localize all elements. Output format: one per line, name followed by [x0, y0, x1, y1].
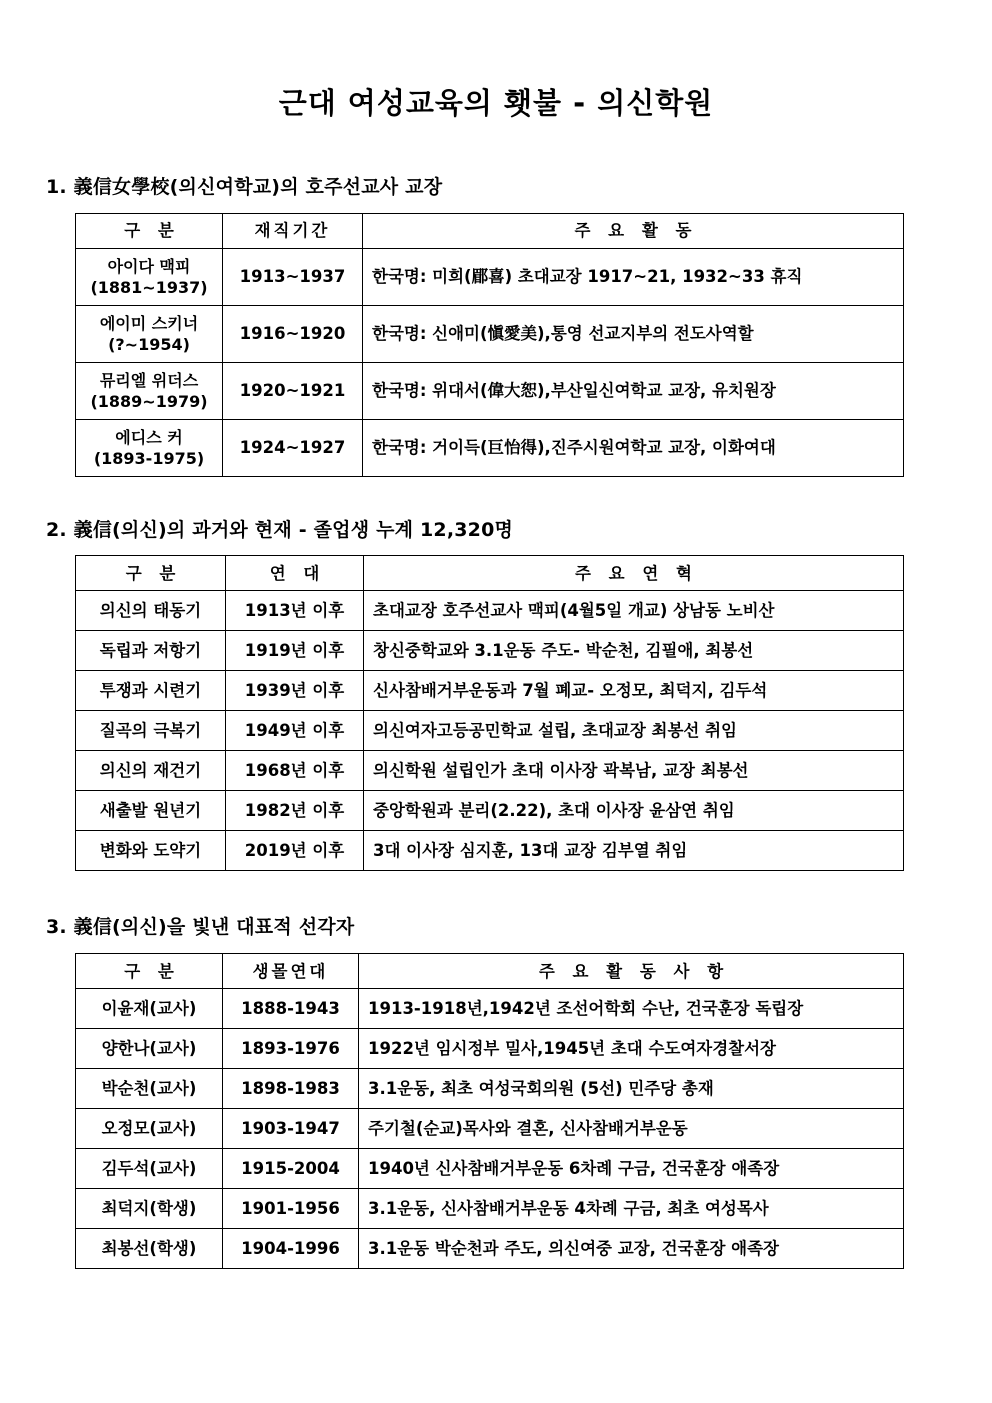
- cell-milestone: 3대 이사장 심지훈, 13대 교장 김부열 취임: [364, 831, 904, 871]
- table-row: [76, 419, 904, 476]
- table-header-row: [76, 954, 904, 989]
- column-header-category: 구 분: [76, 556, 226, 591]
- cell-milestone: 중앙학원과 분리(2.22), 초대 이사장 윤삼연 취임: [364, 791, 904, 831]
- person-name-line: 아이다 맥피: [107, 256, 191, 276]
- table-row: [76, 751, 904, 791]
- cell-activity: 1940년 신사참배거부운동 6차례 구금, 건국훈장 애족장: [359, 1149, 904, 1189]
- cell-period-name: 투쟁과 시련기: [76, 671, 226, 711]
- table-header-row: [76, 213, 904, 248]
- column-header-tenure: 재직기간: [223, 213, 363, 248]
- cell-person-name: 최봉선(학생): [76, 1229, 223, 1269]
- pioneers-table: [75, 953, 904, 1269]
- cell-lifespan: 1888-1943: [223, 989, 359, 1029]
- cell-era: 2019년 이후: [226, 831, 364, 871]
- cell-person-name: 박순천(교사): [76, 1069, 223, 1109]
- cell-activity: 3.1운동 박순천과 주도, 의신여중 교장, 건국훈장 애족장: [359, 1229, 904, 1269]
- cell-milestone: 신사참배거부운동과 7월 폐교- 오정모, 최덕지, 김두석: [364, 671, 904, 711]
- column-header-activities: 주 요 활 동: [363, 213, 904, 248]
- cell-milestone: 의신여자고등공민학교 설립, 초대교장 최봉선 취임: [364, 711, 904, 751]
- cell-person-name: 이윤재(교사): [76, 989, 223, 1029]
- principals-table: [75, 213, 904, 477]
- section-2-table-wrap: [0, 541, 992, 871]
- cell-person-name: [76, 419, 223, 476]
- person-life-span: (?~1954): [108, 334, 190, 354]
- section-2-heading: 2. 義信(의신)의 과거와 현재 - 졸업생 누계 12,320명: [46, 518, 514, 541]
- cell-activity: 1922년 임시정부 밀사,1945년 초대 수도여자경찰서장: [359, 1029, 904, 1069]
- table-header-row: [76, 556, 904, 591]
- section-3-table-wrap: [0, 939, 992, 1269]
- cell-person-name: [76, 362, 223, 419]
- cell-lifespan: 1901-1956: [223, 1189, 359, 1229]
- table-row: [76, 671, 904, 711]
- cell-lifespan: 1904-1996: [223, 1229, 359, 1269]
- cell-tenure: 1913~1937: [223, 248, 363, 305]
- cell-person-name: 김두석(교사): [76, 1149, 223, 1189]
- table-row: [76, 248, 904, 305]
- cell-lifespan: 1893-1976: [223, 1029, 359, 1069]
- cell-activity: 한국명: 미희(郿喜) 초대교장 1917~21, 1932~33 휴직: [363, 248, 904, 305]
- cell-activity: 주기철(순교)목사와 결혼, 신사참배거부운동: [359, 1109, 904, 1149]
- table-row: [76, 1069, 904, 1109]
- cell-milestone: 의신학원 설립인가 초대 이사장 곽복남, 교장 최봉선: [364, 751, 904, 791]
- column-header-milestones: 주 요 연 혁: [364, 556, 904, 591]
- cell-person-name: [76, 248, 223, 305]
- table-row: [76, 1189, 904, 1229]
- page-title: 근대 여성교육의 횃불 - 의신학원: [278, 86, 714, 120]
- column-header-era: 연 대: [226, 556, 364, 591]
- cell-period-name: 새출발 원년기: [76, 791, 226, 831]
- cell-activity: 3.1운동, 최초 여성국회의원 (5선) 민주당 총재: [359, 1069, 904, 1109]
- person-name-line: 뮤리엘 위더스: [99, 370, 199, 390]
- table-row: [76, 711, 904, 751]
- cell-era: 1968년 이후: [226, 751, 364, 791]
- column-header-activities: 주 요 활 동 사 항: [359, 954, 904, 989]
- person-life-span: (1893-1975): [93, 448, 205, 468]
- table-row: [76, 1029, 904, 1069]
- table-row: [76, 791, 904, 831]
- cell-activity: 한국명: 신애미(愼愛美),통영 선교지부의 전도사역할: [363, 305, 904, 362]
- cell-lifespan: 1898-1983: [223, 1069, 359, 1109]
- cell-milestone: 창신중학교와 3.1운동 주도- 박순천, 김필애, 최봉선: [364, 631, 904, 671]
- cell-activity: 한국명: 거이득(巨怡得),진주시원여학교 교장, 이화여대: [363, 419, 904, 476]
- cell-person-name: 최덕지(학생): [76, 1189, 223, 1229]
- cell-tenure: 1916~1920: [223, 305, 363, 362]
- cell-activity: 3.1운동, 신사참배거부운동 4차례 구금, 최초 여성목사: [359, 1189, 904, 1229]
- cell-tenure: 1924~1927: [223, 419, 363, 476]
- cell-era: 1919년 이후: [226, 631, 364, 671]
- person-life-span: (1881~1937): [90, 277, 208, 297]
- cell-milestone: 초대교장 호주선교사 맥피(4월5일 개교) 상남동 노비산: [364, 591, 904, 631]
- cell-person-name: 양한나(교사): [76, 1029, 223, 1069]
- cell-era: 1913년 이후: [226, 591, 364, 631]
- person-life-span: (1889~1979): [90, 391, 208, 411]
- table-row: [76, 1229, 904, 1269]
- table-row: [76, 989, 904, 1029]
- cell-era: 1939년 이후: [226, 671, 364, 711]
- cell-activity: 한국명: 위대서(偉大恕),부산일신여학교 교장, 유치원장: [363, 362, 904, 419]
- cell-era: 1982년 이후: [226, 791, 364, 831]
- table-row: [76, 1109, 904, 1149]
- column-header-lifespan: 생몰연대: [223, 954, 359, 989]
- table-row: [76, 591, 904, 631]
- cell-period-name: 의신의 태동기: [76, 591, 226, 631]
- table-row: [76, 1149, 904, 1189]
- column-header-category: 구 분: [76, 213, 223, 248]
- cell-period-name: 질곡의 극복기: [76, 711, 226, 751]
- cell-person-name: [76, 305, 223, 362]
- cell-period-name: 독립과 저항기: [76, 631, 226, 671]
- cell-activity: 1913-1918년,1942년 조선어학회 수난, 건국훈장 독립장: [359, 989, 904, 1029]
- person-name-line: 에디스 커: [115, 427, 183, 447]
- table-row: [76, 831, 904, 871]
- cell-era: 1949년 이후: [226, 711, 364, 751]
- table-row: [76, 362, 904, 419]
- table-row: [76, 305, 904, 362]
- column-header-category: 구 분: [76, 954, 223, 989]
- table-row: [76, 631, 904, 671]
- cell-lifespan: 1903-1947: [223, 1109, 359, 1149]
- section-1-table-wrap: [0, 199, 992, 477]
- history-table: [75, 555, 904, 871]
- section-1-heading: 1. 義信女學校(의신여학교)의 호주선교사 교장: [46, 175, 443, 198]
- section-3-heading: 3. 義信(의신)을 빛낸 대표적 선각자: [46, 916, 355, 939]
- cell-period-name: 의신의 재건기: [76, 751, 226, 791]
- cell-tenure: 1920~1921: [223, 362, 363, 419]
- cell-person-name: 오정모(교사): [76, 1109, 223, 1149]
- cell-period-name: 변화와 도약기: [76, 831, 226, 871]
- cell-lifespan: 1915-2004: [223, 1149, 359, 1189]
- person-name-line: 에이미 스키너: [99, 313, 199, 333]
